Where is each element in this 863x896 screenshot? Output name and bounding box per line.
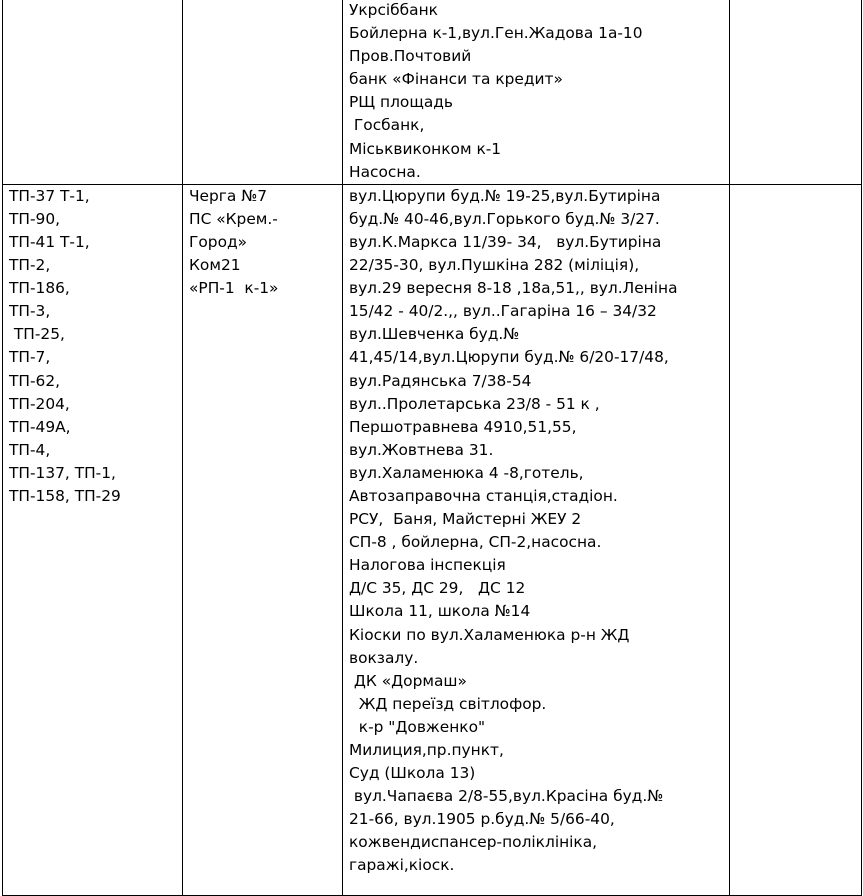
cell-line: Насосна. (349, 162, 421, 181)
cell-line: ПС «Крем.- (189, 209, 278, 228)
cell-line: Першотравнева 4910,51,55, (349, 417, 577, 436)
outage-schedule-table (2, 0, 862, 896)
cell-line: ТП-2, (9, 256, 51, 275)
cell-line: кожвендиспансер-поліклініка, (349, 833, 598, 852)
cell-line: ТП-3, (9, 302, 51, 321)
cell-line: вул.29 вересня 8-18 ,18а,51,, вул.Леніна (349, 279, 678, 298)
cell-line: ТП-7, (9, 348, 51, 367)
cell-line: Школа 11, школа №14 (349, 602, 531, 621)
cell-line: вул.Цюрупи буд.№ 19-25,вул.Бутиріна (349, 186, 661, 205)
notes-cell (730, 184, 862, 895)
cell-line: Госбанк, (349, 116, 425, 135)
cell-line: вул.Чапаєва 2/8-55,вул.Красіна буд.№ (349, 787, 664, 806)
cell-line: Ком21 (189, 256, 241, 275)
cell-line: Автозаправочна станція,стадіон. (349, 486, 618, 505)
queue-cell (183, 184, 343, 895)
cell-line: ТП-186, (9, 279, 70, 298)
cell-line: вокзалу. (349, 648, 419, 667)
cell-line: к-р "Довженко" (349, 717, 486, 736)
cell-line: Укрсіббанк (349, 1, 438, 19)
cell-line: вул.Жовтнева 31. (349, 440, 494, 459)
cell-line: ТП-204, (9, 394, 70, 413)
queue-cell (183, 0, 343, 184)
cell-line: «РП-1 к-1» (189, 279, 279, 298)
cell-line: ТП-90, (9, 209, 61, 228)
substations-cell (3, 0, 183, 184)
substations-cell (3, 184, 183, 895)
cell-line: Милиция,пр.пункт, (349, 741, 504, 759)
cell-line: вул.Радянська 7/38-54 (349, 371, 532, 390)
cell-line: Город» (189, 232, 248, 251)
cell-line: вул.Шевченка буд.№ (349, 325, 520, 344)
cell-line: РСУ, Баня, Майстерні ЖЕУ 2 (349, 510, 582, 529)
cell-line: банк «Фінанси та кредит» (349, 70, 563, 89)
cell-line: 21-66, вул.1905 р.буд.№ 5/66-40, (349, 810, 615, 829)
cell-line: ДК «Дормаш» (349, 671, 467, 690)
cell-line: ТП-25, (9, 325, 65, 344)
cell-line: 15/42 - 40/2.,, вул..Гагаріна 16 – 34/32 (349, 302, 657, 321)
addresses-cell (343, 184, 730, 895)
cell-line: гаражі,кіоск. (349, 856, 455, 875)
cell-line: ТП-4, (9, 440, 51, 459)
cell-line: РЩ площадь (349, 93, 453, 112)
cell-line: Пров.Почтовий (349, 47, 472, 66)
cell-line: ТП-158, ТП-29 (9, 486, 121, 505)
cell-line: Кіоски по вул.Халаменюка р-н ЖД (349, 625, 630, 644)
cell-line: ТП-49А, (9, 417, 71, 436)
cell-line: вул.К.Маркса 11/39- 34, вул.Бутиріна (349, 232, 662, 251)
addresses-cell (343, 0, 730, 184)
cell-line: 22/35-30, вул.Пушкіна 282 (міліція), (349, 256, 640, 275)
cell-line: вул.Халаменюка 4 -8,готель, (349, 463, 584, 482)
cell-line: вул..Пролетарська 23/8 - 51 к , (349, 394, 600, 413)
cell-line: ТП-62, (9, 371, 61, 390)
table-row (3, 0, 862, 184)
cell-line: ЖД переїзд світлофор. (349, 694, 547, 713)
cell-line: буд.№ 40-46,вул.Горького буд.№ 3/27. (349, 209, 660, 228)
cell-line: ТП-37 Т-1, (9, 186, 90, 205)
table-row (3, 184, 862, 895)
cell-line: Черга №7 (189, 186, 267, 205)
cell-line: Налогова інспекція (349, 556, 506, 575)
cell-line: Бойлерна к-1,вул.Ген.Жадова 1а-10 (349, 24, 643, 43)
cell-line: Суд (Школа 13) (349, 764, 476, 783)
cell-line: СП-8 , бойлерна, СП-2,насосна. (349, 533, 602, 552)
cell-line: 41,45/14,вул.Цюрупи буд.№ 6/20-17/48, (349, 348, 669, 367)
cell-line: Д/С 35, ДС 29, ДС 12 (349, 579, 526, 598)
cell-line: ТП-137, ТП-1, (9, 463, 116, 482)
cell-line: ТП-41 Т-1, (9, 232, 90, 251)
cell-line: Міськвиконком к-1 (349, 139, 502, 158)
notes-cell (730, 0, 862, 184)
